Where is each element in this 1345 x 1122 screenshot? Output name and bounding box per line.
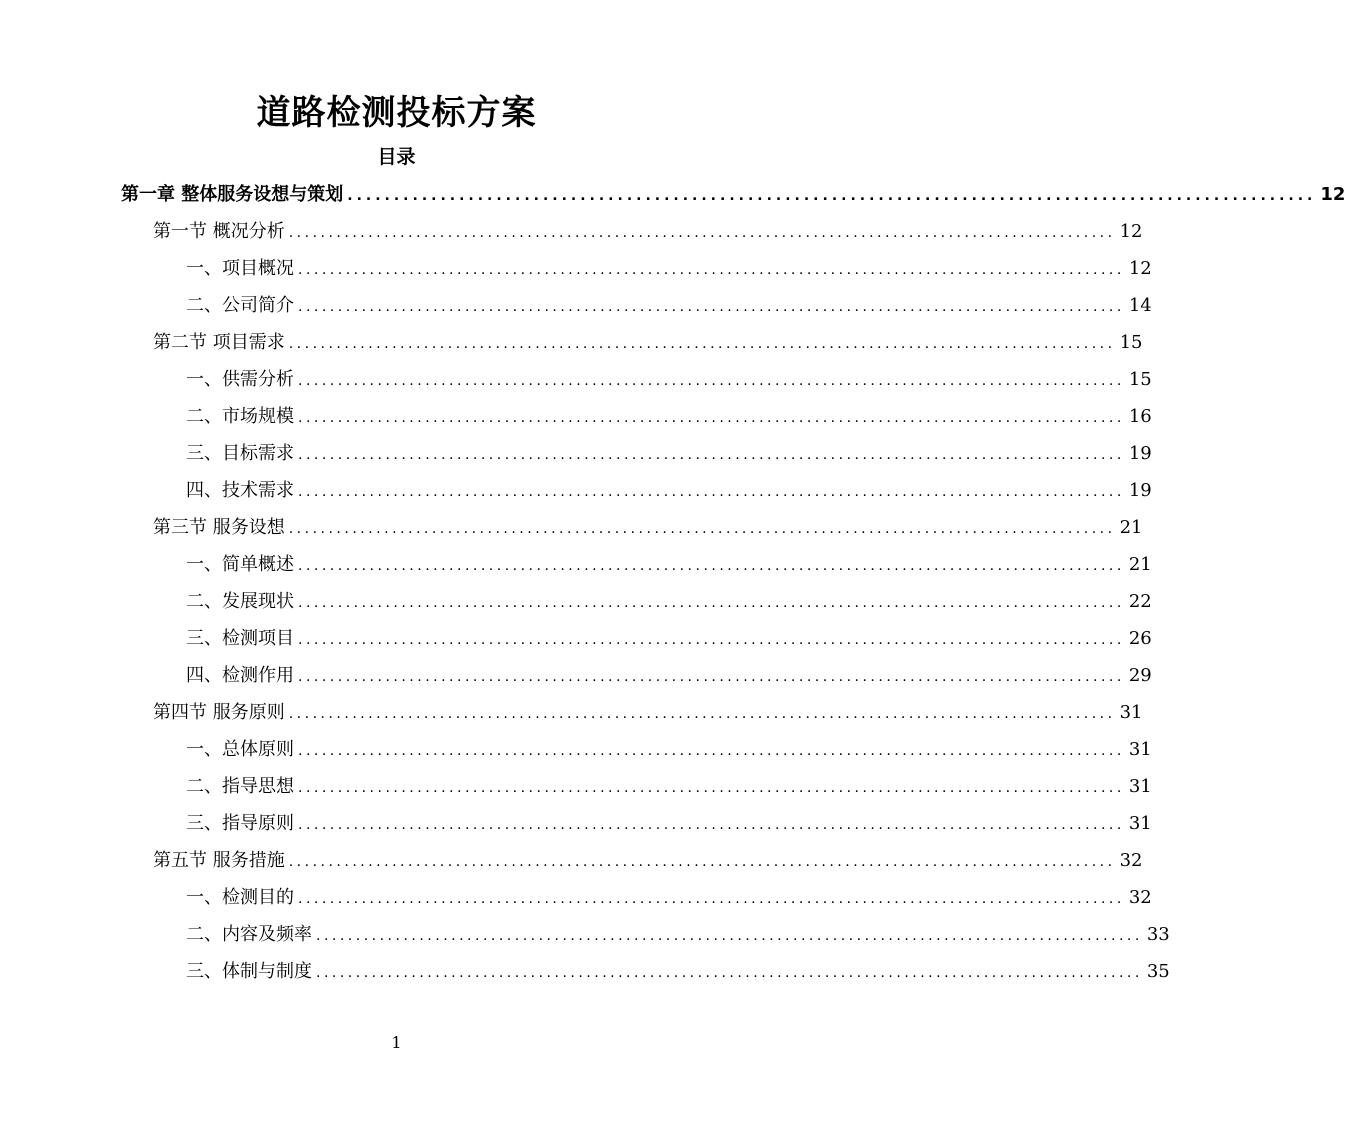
toc-entry-label: 四、技术需求	[186, 480, 294, 501]
toc-entry-item[interactable]	[186, 731, 1152, 768]
toc-entry-label: 一、项目概况	[186, 258, 294, 279]
toc-entry-item[interactable]	[186, 953, 1170, 990]
toc-entry-item[interactable]	[186, 805, 1152, 842]
toc-entry-page: 19	[1128, 443, 1152, 464]
toc-entry-label: 三、体制与制度	[186, 961, 312, 982]
toc-entry-page: 31	[1128, 739, 1152, 760]
toc-entry-page: 33	[1146, 924, 1170, 945]
toc-entry-label: 二、公司简介	[186, 295, 294, 316]
toc-entry-page: 15	[1119, 332, 1143, 353]
toc-entry-page: 12	[1320, 184, 1345, 205]
toc-entry-item[interactable]	[186, 398, 1152, 435]
toc-entry-page: 14	[1128, 295, 1152, 316]
toc-entry-item[interactable]	[186, 916, 1170, 953]
toc-entry-label: 第二节 项目需求	[153, 332, 285, 353]
toc-leader-dots: ........................................................................................................	[288, 521, 1116, 537]
toc-leader-dots: ........................................................................................................	[298, 891, 1125, 907]
toc-entry-page: 16	[1128, 406, 1152, 427]
toc-entry-page: 32	[1128, 887, 1152, 908]
toc-entry-label: 三、检测项目	[186, 628, 294, 649]
toc-entry-page: 31	[1128, 813, 1152, 834]
toc-leader-dots: ........................................................................................................	[316, 928, 1143, 944]
toc-entry-label: 一、总体原则	[186, 739, 294, 760]
toc-entry-item[interactable]	[186, 435, 1152, 472]
toc-leader-dots: ........................................................................................................	[298, 595, 1125, 611]
toc-entry-section[interactable]	[153, 213, 1143, 250]
toc-entry-item[interactable]	[186, 361, 1152, 398]
toc-entry-item[interactable]	[186, 287, 1152, 324]
toc-entry-page: 15	[1128, 369, 1152, 390]
toc-entry-page: 21	[1128, 554, 1152, 575]
document-title: 道路检测投标方案	[256, 93, 537, 133]
toc-entry-item[interactable]	[186, 768, 1152, 805]
toc-entry-item[interactable]	[186, 583, 1152, 620]
toc-entry-label: 第一章 整体服务设想与策划	[121, 184, 344, 205]
toc-leader-dots: ........................................................................................................	[298, 262, 1125, 278]
toc-leader-dots: ........................................................................................................	[288, 225, 1116, 241]
toc-leader-dots: ........................................................................................................	[298, 373, 1125, 389]
toc-entry-page: 21	[1119, 517, 1143, 538]
toc-entry-label: 一、供需分析	[186, 369, 294, 390]
toc-entry-label: 第四节 服务原则	[153, 702, 285, 723]
toc-entry-label: 二、发展现状	[186, 591, 294, 612]
toc-entry-label: 第一节 概况分析	[153, 221, 285, 242]
toc-leader-dots: ........................................................................................................	[298, 669, 1125, 685]
toc-entry-page: 12	[1119, 221, 1143, 242]
toc-entry-page: 31	[1119, 702, 1143, 723]
toc-leader-dots: ........................................................................................................	[298, 447, 1125, 463]
toc-entry-label: 二、内容及频率	[186, 924, 312, 945]
toc-leader-dots: ........................................................................................................	[298, 743, 1125, 759]
toc-entry-item[interactable]	[186, 250, 1152, 287]
toc-leader-dots: ........................................................................................................	[298, 299, 1125, 315]
toc-heading: 目录	[377, 146, 416, 168]
toc-leader-dots: ........................................................................................................	[288, 706, 1116, 722]
toc-leader-dots: ........................................................................................................	[298, 632, 1125, 648]
toc-leader-dots: ........................................................................................................	[298, 558, 1125, 574]
toc-entry-page: 32	[1119, 850, 1143, 871]
toc-entry-chapter-1[interactable]	[121, 176, 1345, 213]
toc-entry-page: 22	[1128, 591, 1152, 612]
toc-entry-label: 第五节 服务措施	[153, 850, 285, 871]
toc-entry-item[interactable]	[186, 546, 1152, 583]
toc-entry-item[interactable]	[186, 620, 1152, 657]
toc-entry-section[interactable]	[153, 842, 1143, 879]
toc-entry-section[interactable]	[153, 324, 1143, 361]
toc-entry-item[interactable]	[186, 472, 1152, 509]
toc-leader-dots: ........................................................................................................	[298, 817, 1125, 833]
toc-leader-dots: ........................................................................................................	[288, 854, 1116, 870]
toc-entry-label: 四、检测作用	[186, 665, 294, 686]
toc-entry-page: 29	[1128, 665, 1152, 686]
toc-entry-page: 31	[1128, 776, 1152, 797]
toc-entry-item[interactable]	[186, 657, 1152, 694]
toc-leader-dots: ........................................................................................................	[288, 336, 1116, 352]
toc-entry-label: 二、市场规模	[186, 406, 294, 427]
toc-leader-dots: ........................................................................................................	[298, 780, 1125, 796]
toc-leader-dots: ........................................................................................................	[298, 410, 1125, 426]
page-number: 1	[391, 1033, 402, 1052]
toc-entry-page: 12	[1128, 258, 1152, 279]
toc-entry-label: 一、检测目的	[186, 887, 294, 908]
toc-leader-dots: ........................................................................................................	[347, 188, 1317, 204]
toc-leader-dots: ........................................................................................................	[316, 965, 1143, 981]
toc-entry-label: 三、目标需求	[186, 443, 294, 464]
toc-entry-section[interactable]	[153, 509, 1143, 546]
toc-entry-section[interactable]	[153, 694, 1143, 731]
toc-entry-item[interactable]	[186, 879, 1152, 916]
toc-entry-label: 第三节 服务设想	[153, 517, 285, 538]
toc-entry-page: 19	[1128, 480, 1152, 501]
toc-leader-dots: ........................................................................................................	[298, 484, 1125, 500]
toc-entry-page: 26	[1128, 628, 1152, 649]
toc-entry-label: 二、指导思想	[186, 776, 294, 797]
toc-entry-label: 三、指导原则	[186, 813, 294, 834]
toc-entry-page: 35	[1146, 961, 1170, 982]
toc-entry-label: 一、简单概述	[186, 554, 294, 575]
